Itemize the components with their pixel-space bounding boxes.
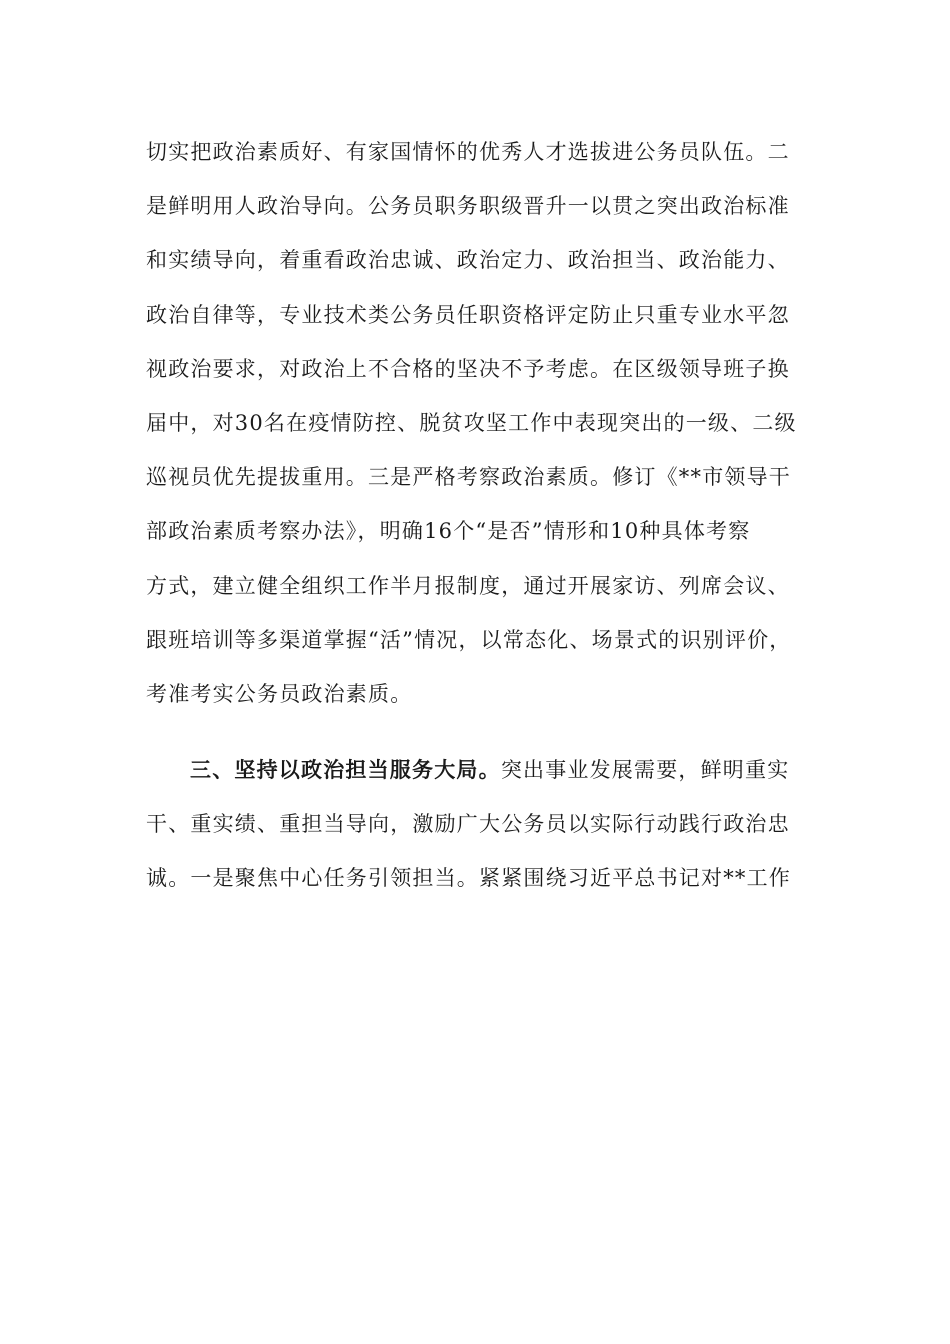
text-line: 政治自律等，专业技术类公务员任职资格评定防止只重专业水平忽 — [146, 302, 790, 327]
text-line: 视政治要求，对政治上不合格的坚决不予考虑。在区级领导班子换 — [146, 356, 790, 381]
text-line: 和实绩导向，着重看政治忠诚、政治定力、政治担当、政治能力、 — [146, 248, 790, 273]
document-body — [146, 125, 806, 906]
text-line: 切实把政治素质好、有家国情怀的优秀人才选拔进公务员队伍。二 — [146, 140, 790, 164]
paragraph-gap — [146, 721, 806, 743]
text-line: 巡视员优先提拔重用。三是严格考察政治素质。修订《**市领导干 — [146, 465, 791, 490]
text-line: 诚。一是聚焦中心任务引领担当。紧紧围绕习近平总书记对**工作 — [146, 866, 791, 891]
text-line: 届中，对30名在疫情防控、脱贫攻坚工作中表现突出的一级、二级 — [146, 410, 797, 435]
text-line: 干、重实绩、重担当导向，激励广大公务员以实际行动践行政治忠 — [146, 812, 790, 837]
text-line: 是鲜明用人政治导向。公务员职务职级晋升一以贯之突出政治标准 — [146, 194, 790, 219]
text-line: 跟班培训等多渠道掌握“活”情况，以常态化、场景式的识别评价， — [146, 627, 792, 652]
paragraph-political-responsibility — [146, 743, 806, 906]
text-line: 考准考实公务员政治素质。 — [146, 681, 413, 706]
text-line: 部政治素质考察办法》，明确16个“是否”情形和10种具体考察 — [146, 519, 751, 544]
section-heading: 三、坚持以政治担当服务大局。 — [190, 757, 501, 783]
heading-continuation: 突出事业发展需要，鲜明重实 — [500, 758, 790, 783]
text-line-first — [146, 743, 806, 797]
paragraph-political-assessment — [146, 125, 806, 721]
text-line: 方式，建立健全组织工作半月报制度，通过开展家访、列席会议、 — [146, 573, 790, 598]
